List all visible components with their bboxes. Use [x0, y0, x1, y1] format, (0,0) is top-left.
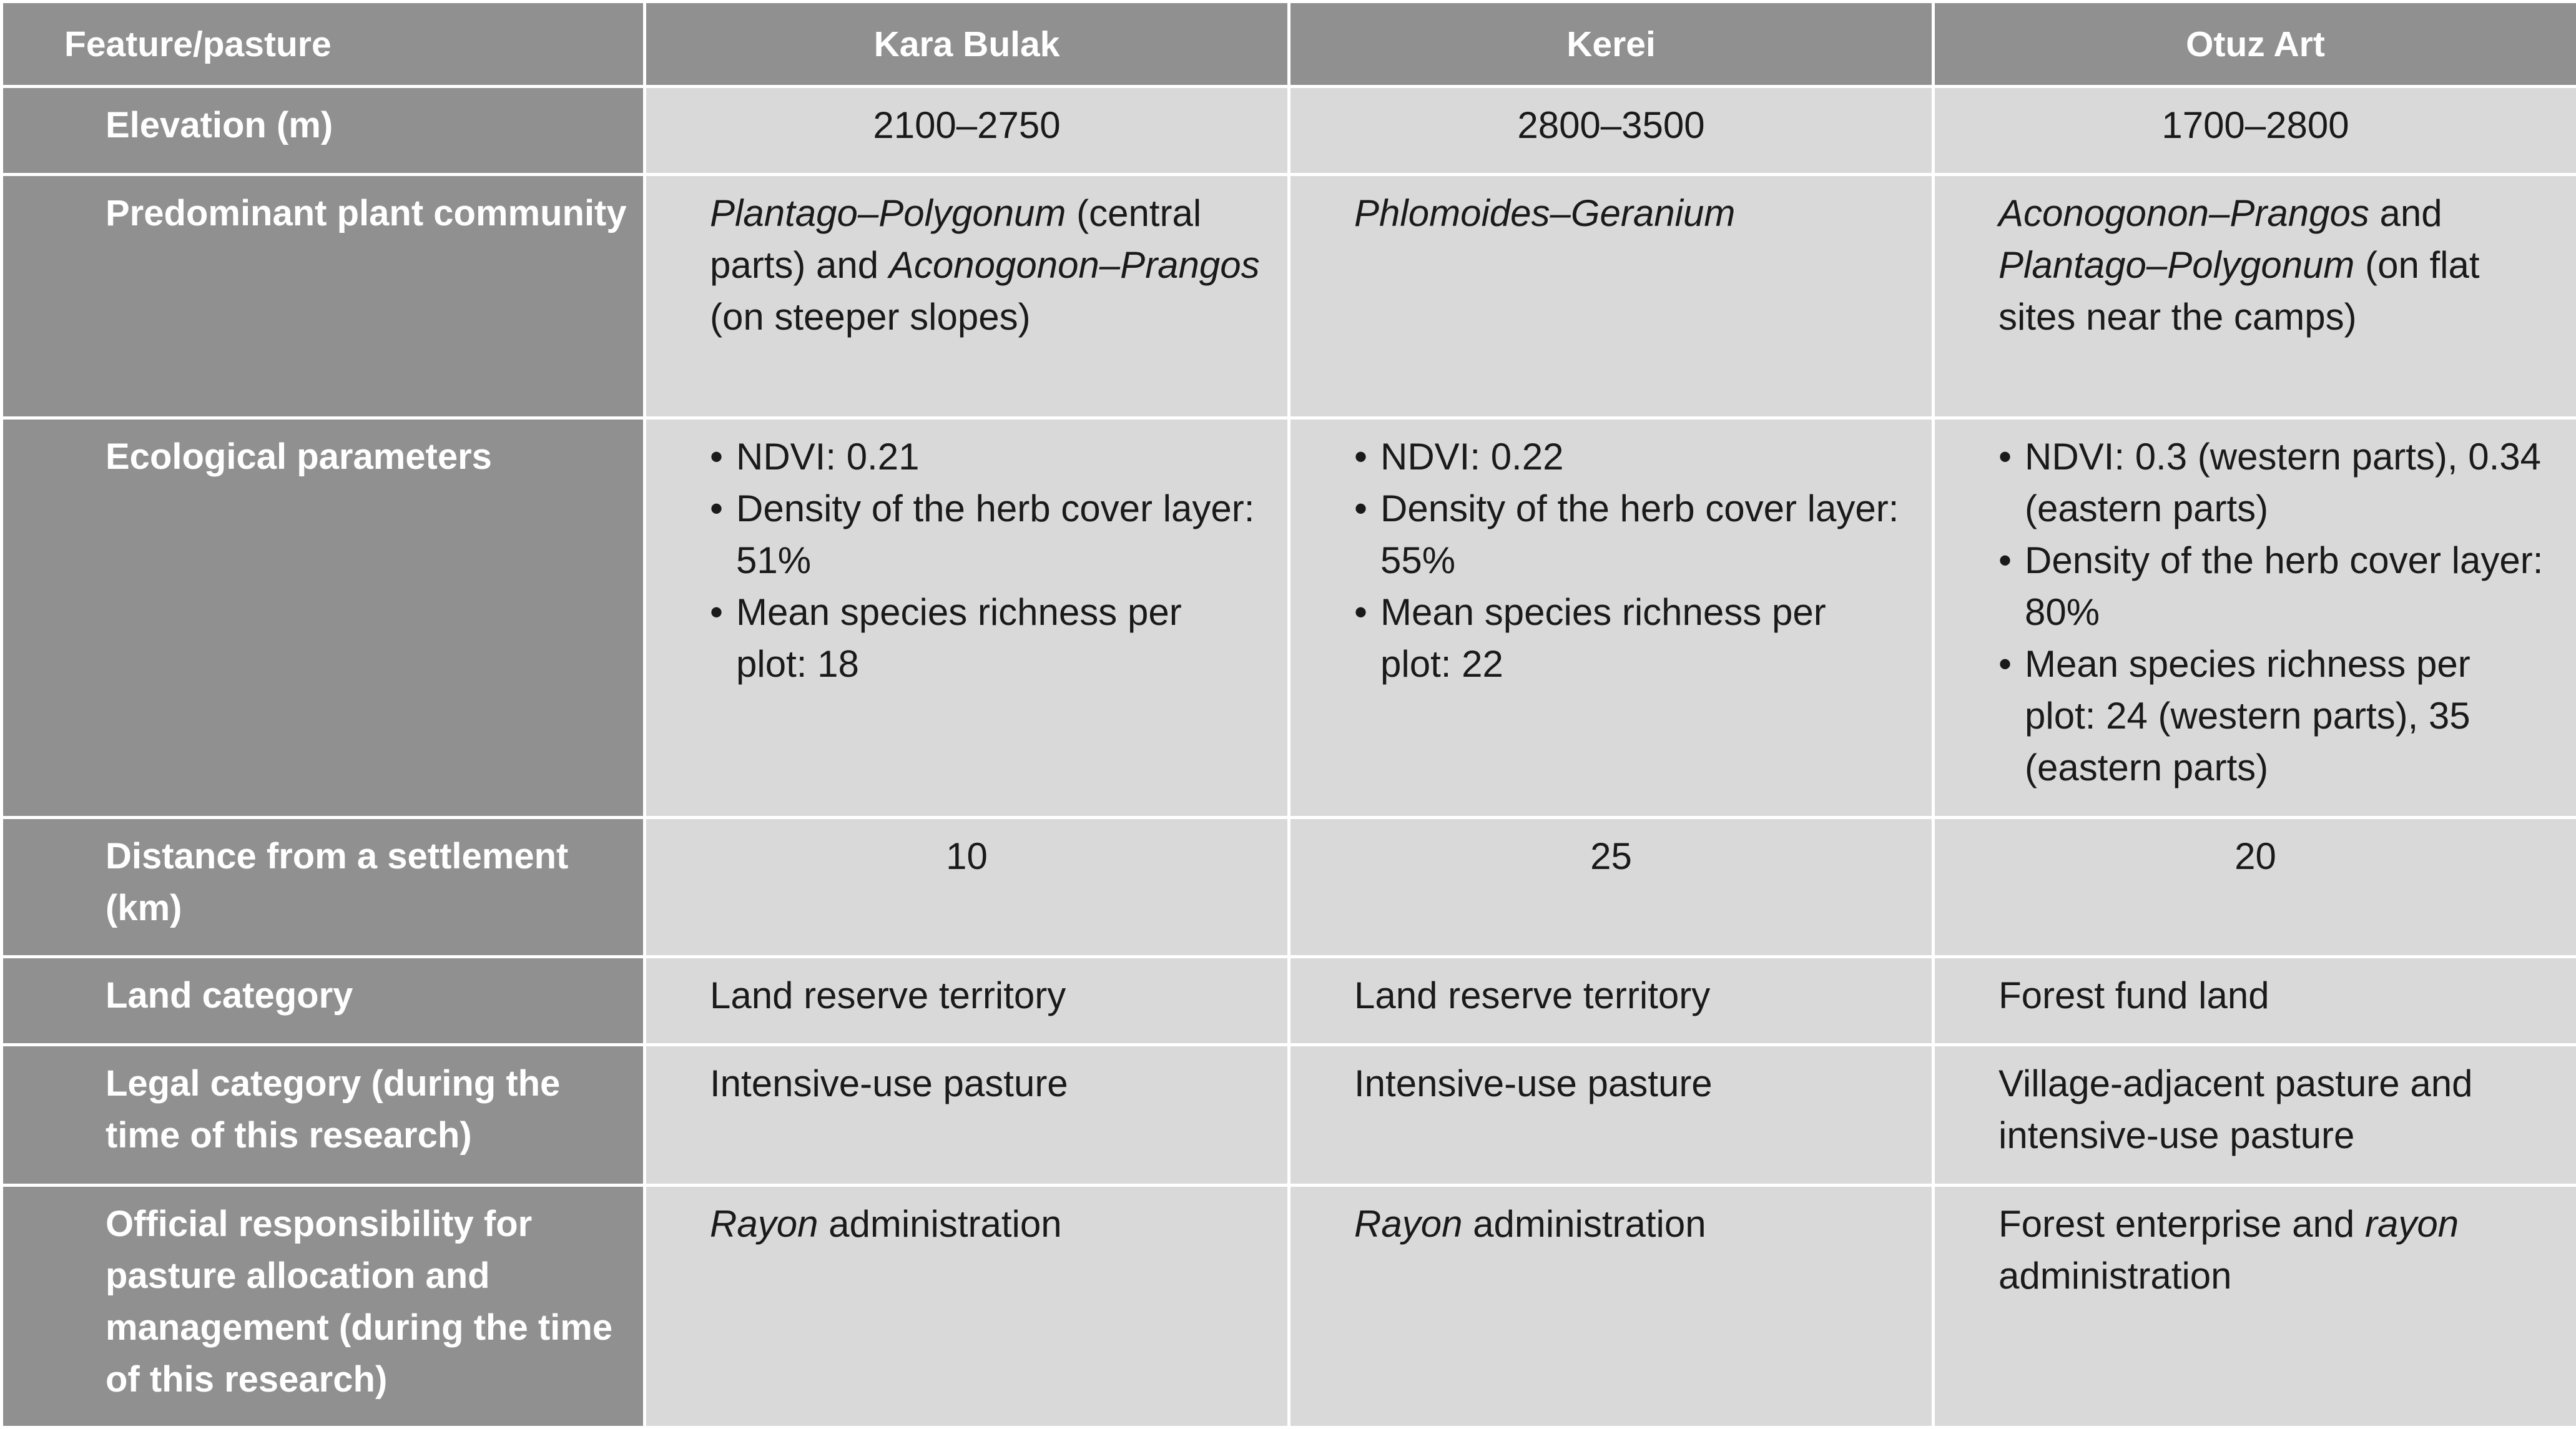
responsibility-text: administration — [818, 1203, 1061, 1245]
ecological-item: • NDVI: 0.3 (western parts), 0.34 (eastern parts) — [1998, 431, 2551, 534]
cell-land-kara-bulak: Land reserve territory — [645, 957, 1289, 1045]
row-land-category — [2, 957, 2576, 1045]
cell-elevation-kerei: 2800–3500 — [1289, 87, 1934, 175]
row-label-elevation: Elevation (m) — [2, 87, 645, 175]
plant-name: Aconogonon–Prangos — [889, 244, 1260, 286]
plant-name: Plantago–Polygonum — [710, 192, 1066, 234]
cell-plant-kerei — [1289, 175, 1934, 418]
row-ecological-parameters — [2, 418, 2576, 818]
cell-responsibility-otuz-art — [1934, 1186, 2576, 1428]
cell-legal-kara-bulak: Intensive-use pasture — [645, 1045, 1289, 1186]
cell-distance-kara-bulak: 10 — [645, 818, 1289, 957]
header-otuz-art: Otuz Art — [1934, 2, 2576, 87]
row-plant-community — [2, 175, 2576, 418]
plant-name: Aconogonon–Prangos — [1998, 192, 2369, 234]
row-distance — [2, 818, 2576, 957]
ecological-item: • Mean species richness per plot: 22 — [1354, 586, 1907, 690]
header-kerei: Kerei — [1289, 2, 1934, 87]
responsibility-term: Rayon — [710, 1203, 818, 1245]
row-label-plant-community: Predominant plant community — [2, 175, 645, 418]
ecological-list — [1354, 431, 1907, 690]
cell-ecological-kara-bulak — [645, 418, 1289, 818]
cell-plant-otuz-art — [1934, 175, 2576, 418]
responsibility-text: administration — [1998, 1255, 2232, 1297]
row-label-responsibility: Official responsibility for pasture allocation and management (during the time of this research) — [2, 1186, 645, 1428]
cell-land-kerei: Land reserve territory — [1289, 957, 1934, 1045]
cell-ecological-kerei — [1289, 418, 1934, 818]
row-label-ecological-parameters: Ecological parameters — [2, 418, 645, 818]
ecological-item: • Density of the herb cover layer: 51% — [710, 483, 1262, 586]
row-elevation — [2, 87, 2576, 175]
plant-note: (on steeper slopes) — [710, 296, 1031, 338]
responsibility-term: rayon — [2365, 1203, 2459, 1245]
cell-responsibility-kerei — [1289, 1186, 1934, 1428]
ecological-item: • NDVI: 0.22 — [1354, 431, 1907, 483]
ecological-list — [710, 431, 1262, 690]
ecological-list — [1998, 431, 2551, 793]
cell-distance-otuz-art: 20 — [1934, 818, 2576, 957]
cell-land-otuz-art: Forest fund land — [1934, 957, 2576, 1045]
row-label-land-category: Land category — [2, 957, 645, 1045]
plant-name: Plantago–Polygonum — [1998, 244, 2354, 286]
header-kara-bulak: Kara Bulak — [645, 2, 1289, 87]
row-label-distance: Distance from a settlement (km) — [2, 818, 645, 957]
row-legal-category — [2, 1045, 2576, 1186]
cell-distance-kerei: 25 — [1289, 818, 1934, 957]
ecological-item: • NDVI: 0.21 — [710, 431, 1262, 483]
responsibility-term: Rayon — [1354, 1203, 1462, 1245]
responsibility-text: administration — [1462, 1203, 1706, 1245]
ecological-item: • Density of the herb cover layer: 80% — [1998, 534, 2551, 638]
cell-elevation-otuz-art: 1700–2800 — [1934, 87, 2576, 175]
plant-name: Phlomoides–Geranium — [1354, 192, 1735, 234]
ecological-item: • Mean species richness per plot: 18 — [710, 586, 1262, 690]
row-label-legal-category: Legal category (during the time of this research) — [2, 1045, 645, 1186]
ecological-item: • Mean species richness per plot: 24 (western parts), 35 (eastern parts) — [1998, 638, 2551, 793]
cell-legal-otuz-art: Village-adjacent pasture and intensive-use pasture — [1934, 1045, 2576, 1186]
ecological-item: • Density of the herb cover layer: 55% — [1354, 483, 1907, 586]
plant-note: and — [2369, 192, 2442, 234]
plant-note: (central parts) and — [710, 192, 1201, 286]
cell-plant-kara-bulak — [645, 175, 1289, 418]
plant-note: (on flat sites near the camps) — [1998, 244, 2480, 338]
responsibility-text: Forest enterprise and — [1998, 1203, 2365, 1245]
row-responsibility — [2, 1186, 2576, 1428]
header-row — [2, 2, 2576, 87]
header-feature-pasture: Feature/pasture — [2, 2, 645, 87]
cell-elevation-kara-bulak: 2100–2750 — [645, 87, 1289, 175]
cell-responsibility-kara-bulak — [645, 1186, 1289, 1428]
cell-legal-kerei: Intensive-use pasture — [1289, 1045, 1934, 1186]
cell-ecological-otuz-art — [1934, 418, 2576, 818]
